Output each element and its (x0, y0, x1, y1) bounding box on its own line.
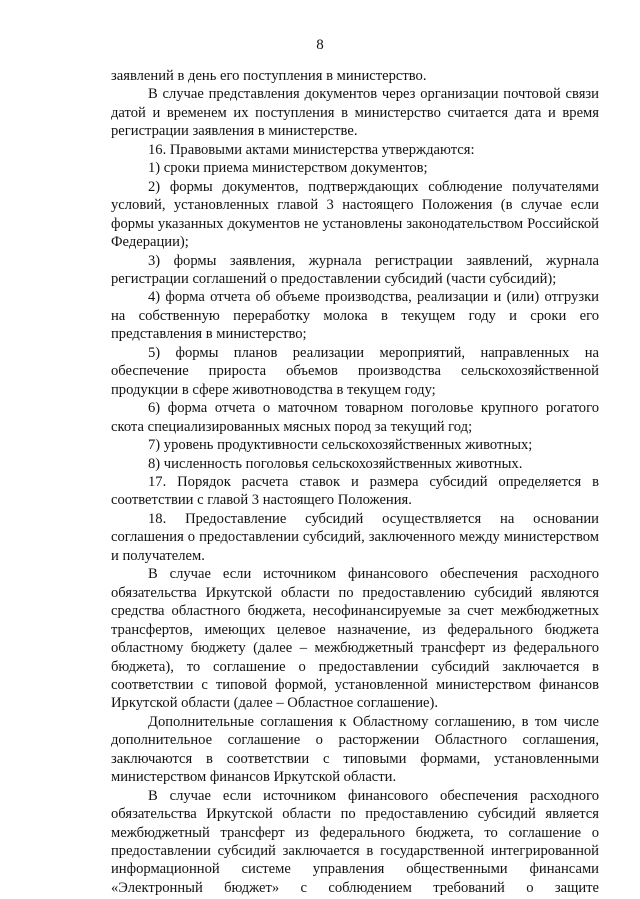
paragraph: 17. Порядок расчета ставок и размера субсидий определяется в соответствии с главой 3 настоящего Положения. (111, 473, 599, 509)
paragraph: В случае если источником финансового обеспечения расходного обязательства Иркутской области по предоставлению субсидий являются средства областного бюджета, несофинансируемые за счет межбюджетных трансфертов, имеющих целевое назначение, из федерального бюджета областному бюджету (далее – межбюджетный трансферт из федерального бюджета), то соглашение о предоставлении субсидий заключается в соответствии с типовой формой, установленной министерством финансов Иркутской области (далее – Областное соглашение). (111, 566, 599, 712)
list-item: 1) сроки приема министерством документов; (148, 160, 428, 177)
list-item: 2) формы документов, подтверждающих соблюдение получателями условий, установленных главой 3 настоящего Положения (в случае если формы указанных документов не установлены законодательством Российской Федерации); (111, 178, 599, 251)
list-item: 5) формы планов реализации мероприятий, направленных на обеспечение прироста объемов производства сельскохозяйственной продукции в сфере животноводства в текущем году; (111, 344, 599, 398)
list-item: 6) форма отчета о маточном товарном поголовье крупного рогатого скота специализированных мясных пород за текущий год; (111, 400, 599, 435)
paragraph: 16. Правовыми актами министерства утверждаются: (148, 141, 475, 158)
list-item: 7) уровень продуктивности сельскохозяйственных животных; (148, 437, 533, 454)
list-item: 3) формы заявления, журнала регистрации заявлений, журнала регистрации соглашений о предоставлении субсидий (части субсидий); (111, 252, 599, 287)
list-item: 4) форма отчета об объеме производства, реализации и (или) отгрузки на собственную переработку молока в текущем году и сроки его представления в министерство; (111, 289, 599, 343)
paragraph: Дополнительные соглашения к Областному соглашению, в том числе дополнительное соглашение о расторжении Областного соглашения, заключаются в соответствии с типовыми формами, установленными министерством финансов Иркутской области. (111, 713, 599, 786)
paragraph: В случае представления документов через организации почтовой связи датой и временем их поступления в министерство считается дата и время регистрации заявления в министерстве. (111, 86, 599, 140)
paragraph: В случае если источником финансового обеспечения расходного обязательства Иркутской области по предоставлению субсидий является межбюджетный трансферт из федерального бюджета, то соглашение о предоставлении субсидий заключается в государственной интегрированной информационной системе управления общественными финансами «Электронный бюджет» с соблюдением требований о защите (111, 787, 599, 896)
paragraph: заявлений в день его поступления в министерство. (111, 68, 427, 84)
document-body (111, 67, 599, 897)
list-item: 8) численность поголовья сельскохозяйственных животных. (148, 455, 523, 472)
paragraph: 18. Предоставление субсидий осуществляется на основании соглашения о предоставлении субсидий, заключенного между министерством и получателем. (111, 510, 599, 564)
page-number: 8 (316, 37, 324, 53)
